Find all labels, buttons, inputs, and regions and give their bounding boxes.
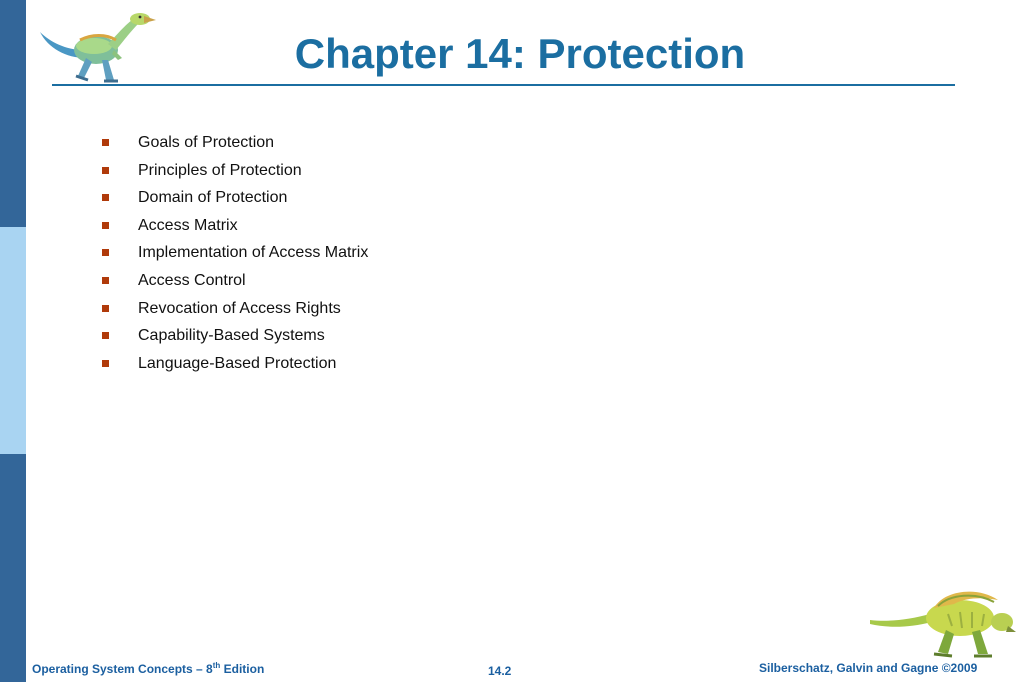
list-item-text: Principles of Protection <box>138 161 302 179</box>
list-item <box>100 298 368 326</box>
footer-book-title-text: Operating System Concepts – 8 <box>32 662 213 676</box>
footer-edition-text: Edition <box>220 662 265 676</box>
dinosaur-icon <box>868 584 1016 660</box>
list-item <box>100 187 368 215</box>
list-item <box>100 353 368 381</box>
square-bullet-icon <box>102 167 109 174</box>
list-item <box>100 215 368 243</box>
list-item-text: Domain of Protection <box>138 189 288 207</box>
square-bullet-icon <box>102 249 109 256</box>
slide-title: Chapter 14: Protection <box>294 30 746 77</box>
side-bar-middle-segment <box>0 227 26 454</box>
list-item-text: Revocation of Access Rights <box>138 299 341 317</box>
square-bullet-icon <box>102 360 109 367</box>
square-bullet-icon <box>102 194 109 201</box>
slide-number: 14.2 <box>488 664 512 678</box>
list-item-text: Access Control <box>138 271 246 289</box>
dinosaur-icon <box>36 6 158 84</box>
square-bullet-icon <box>102 305 109 312</box>
list-item-text: Goals of Protection <box>138 134 275 151</box>
list-item <box>100 242 368 270</box>
list-item-text: Language-Based Protection <box>138 354 337 372</box>
list-item <box>100 325 368 353</box>
footer-edition-superscript: th <box>212 661 221 670</box>
square-bullet-icon <box>102 222 109 229</box>
list-item <box>100 132 368 160</box>
side-bar-bottom-segment <box>0 454 26 682</box>
list-item-text: Implementation of Access Matrix <box>138 244 369 262</box>
footer-authors: Silberschatz, Galvin and Gagne ©2009 <box>759 661 978 675</box>
list-item <box>100 160 368 188</box>
topic-list <box>100 132 368 380</box>
list-item <box>100 270 368 298</box>
square-bullet-icon <box>102 332 109 339</box>
square-bullet-icon <box>102 277 109 284</box>
footer-book-title <box>32 661 264 677</box>
square-bullet-icon <box>102 139 109 146</box>
title-divider <box>52 84 955 86</box>
list-item-text: Access Matrix <box>138 216 238 234</box>
side-bar-top-segment <box>0 0 26 227</box>
list-item-text: Capability-Based Systems <box>138 327 325 345</box>
side-color-bar <box>0 0 26 682</box>
